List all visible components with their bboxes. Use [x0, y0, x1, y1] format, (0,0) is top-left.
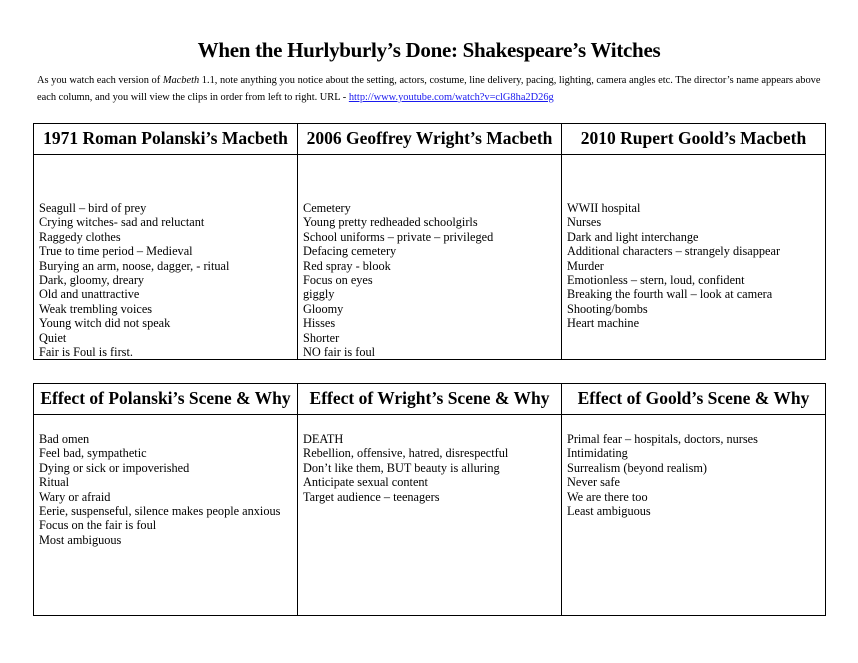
- polanski-effect-line: Focus on the fair is foul: [39, 518, 157, 533]
- intro-text-after: 1.1, note anything you notice about the setting, actors, costume, line delivery, pacing, lighting, camera angles etc. The director’s name appears above each column, and you will view the clips in order from left to right. URL -: [37, 75, 821, 103]
- goold-observation-line: Dark and light interchange: [567, 229, 699, 244]
- wright-effect-line: Anticipate sexual content: [303, 475, 428, 490]
- goold-observation-line: WWII hospital: [567, 201, 641, 215]
- goold-effect-line: We are there too: [567, 489, 648, 504]
- wright-effect-line: DEATH: [303, 432, 344, 446]
- header-wright: 2006 Geoffrey Wright’s Macbeth: [298, 124, 562, 155]
- instructions-paragraph: [37, 72, 827, 106]
- polanski-effect-line: Ritual: [39, 475, 70, 490]
- intro-text-before: As you watch each version of: [37, 75, 163, 86]
- polanski-effect-line: Eerie, suspenseful, silence makes people anxious: [39, 504, 281, 519]
- polanski-effect-line: Feel bad, sympathetic: [39, 446, 147, 461]
- wright-observation-line: Hisses: [303, 316, 336, 331]
- page-title: When the Hurlyburly’s Done: Shakespeare’s Witches: [197, 38, 661, 62]
- goold-effect-line: Primal fear – hospitals, doctors, nurses: [567, 432, 758, 446]
- goold-effect-line: Surrealism (beyond realism): [567, 460, 708, 475]
- wright-effect-line: Rebellion, offensive, hatred, disrespectful: [303, 446, 509, 461]
- wright-observation-line: Defacing cemetery: [303, 244, 397, 259]
- polanski-observation-line: Dark, gloomy, dreary: [39, 273, 145, 288]
- polanski-observation-line: True to time period – Medieval: [39, 244, 193, 259]
- wright-observation-line: Cemetery: [303, 201, 351, 215]
- polanski-effects-cell[interactable]: [34, 415, 298, 616]
- wright-observation-line: Red spray - blook: [303, 258, 391, 273]
- effects-body-row: [34, 415, 826, 616]
- effects-header-row: [34, 384, 826, 415]
- polanski-observation-line: Seagull – bird of prey: [39, 201, 147, 215]
- goold-effect-line: Least ambiguous: [567, 504, 651, 519]
- header-effect-polanski: Effect of Polanski’s Scene & Why: [34, 384, 298, 415]
- wright-observation-line: School uniforms – private – privileged: [303, 229, 494, 244]
- goold-observation-line: Heart machine: [567, 316, 640, 331]
- polanski-observation-line: Burying an arm, noose, dagger, - ritual: [39, 258, 230, 273]
- polanski-observation-line: Crying witches- sad and reluctant: [39, 215, 205, 230]
- wright-observations-cell[interactable]: [298, 155, 562, 360]
- goold-observation-line: Emotionless – stern, loud, confident: [567, 273, 745, 288]
- header-polanski: 1971 Roman Polanski’s Macbeth: [34, 124, 298, 155]
- goold-observation-line: Nurses: [567, 215, 602, 230]
- wright-observation-line: Shorter: [303, 330, 340, 345]
- polanski-observations-cell[interactable]: [34, 155, 298, 360]
- header-goold: 2010 Rupert Goold’s Macbeth: [562, 124, 826, 155]
- header-effect-wright: Effect of Wright’s Scene & Why: [298, 384, 562, 415]
- polanski-observation-line: Young witch did not speak: [39, 316, 171, 331]
- observations-table: [33, 123, 826, 360]
- polanski-observation-line: Quiet: [39, 330, 67, 345]
- header-effect-goold: Effect of Goold’s Scene & Why: [562, 384, 826, 415]
- wright-observation-line: giggly: [303, 287, 335, 302]
- goold-observation-line: Breaking the fourth wall – look at camera: [567, 287, 773, 302]
- play-name: Macbeth: [162, 75, 200, 86]
- wright-observation-line: Gloomy: [303, 301, 344, 316]
- polanski-effect-line: Dying or sick or impoverished: [39, 460, 190, 475]
- goold-effect-line: Intimidating: [567, 446, 628, 461]
- goold-observation-line: Murder: [567, 258, 604, 273]
- wright-observation-line: Young pretty redheaded schoolgirls: [303, 215, 478, 230]
- observations-body-row: [34, 155, 826, 360]
- goold-observations-cell[interactable]: [562, 155, 826, 360]
- polanski-effect-line: Wary or afraid: [39, 489, 111, 504]
- youtube-url-link[interactable]: http://www.youtube.com/watch?v=clG8ha2D26g: [348, 92, 554, 103]
- effects-table: [33, 383, 826, 616]
- goold-effects-cell[interactable]: [562, 415, 826, 616]
- wright-observation-line: NO fair is foul: [303, 345, 376, 360]
- goold-observation-line: Additional characters – strangely disappear: [567, 244, 781, 259]
- goold-observation-line: Shooting/bombs: [567, 301, 648, 316]
- wright-effect-line: Target audience – teenagers: [303, 489, 440, 504]
- observations-header-row: [34, 124, 826, 155]
- polanski-effect-line: Most ambiguous: [39, 532, 122, 547]
- polanski-observation-line: Fair is Foul is first.: [39, 345, 133, 360]
- polanski-observation-line: Raggedy clothes: [39, 229, 121, 244]
- polanski-observation-line: Old and unattractive: [39, 287, 140, 302]
- polanski-effect-line: Bad omen: [39, 432, 90, 446]
- polanski-observation-line: Weak trembling voices: [39, 301, 153, 316]
- wright-effects-cell[interactable]: [298, 415, 562, 616]
- wright-observation-line: Focus on eyes: [303, 273, 373, 288]
- wright-effect-line: Don’t like them, BUT beauty is alluring: [303, 460, 500, 475]
- goold-effect-line: Never safe: [567, 475, 620, 490]
